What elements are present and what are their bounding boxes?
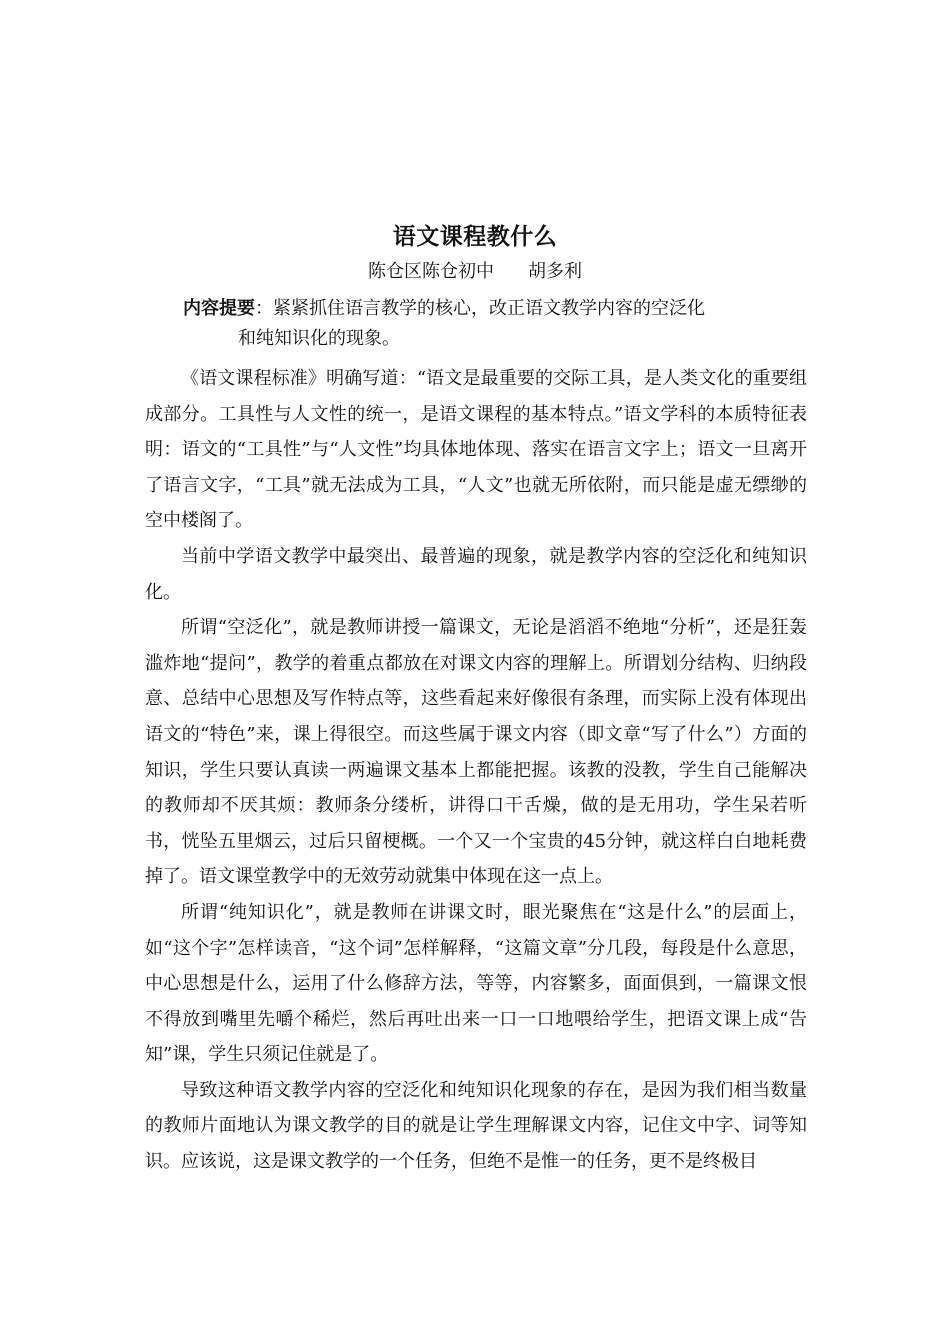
abstract-text-1: ：紧紧抓住语言教学的核心，改正语文教学内容的空泛化 [255,298,705,319]
abstract-label: 内容提要 [183,298,255,319]
paragraph: 导致这种语文教学内容的空泛化和纯知识化现象的存在，是因为我们相当数量的教师片面地认为课文教学的目的就是让学生理解课文内容，记住文中字、词等知识。应该说，这是课文教学的一个任务，但绝不是惟一的任务，更不是终极目 [145,1079,807,1173]
document-body [145,361,807,1180]
abstract-line-1 [183,294,823,324]
author-name: 胡多利 [528,261,582,282]
paragraph: 当前中学语文教学中最突出、最普遍的现象，就是教学内容的空泛化和纯知识化。 [145,545,807,603]
author-line [0,258,950,286]
document-title: 语文课程教什么 [392,223,558,250]
paragraph: 所谓“纯知识化”，就是教师在讲课文时，眼光聚焦在“这是什么”的层面上，如“这个字”怎样读音，“这个词”怎样解释，“这篇文章”分几段，每段是什么意思，中心思想是什么，运用了什么修辞方法，等等，内容繁多，面面俱到，一篇课文恨不得放到嘴里先嚼个稀烂，然后再吐出来一口一口地喂给学生，把语文课上成“告知”课，学生只须记住就是了。 [145,901,807,1066]
abstract [183,294,823,354]
abstract-line-2: 和纯知识化的现象。 [238,328,400,349]
author-school: 陈仓区陈仓初中 [368,261,494,282]
paragraph: 所谓“空泛化”，就是教师讲授一篇课文，无论是滔滔不绝地“分析”，还是狂轰滥炸地“提问”，教学的着重点都放在对课文内容的理解上。所谓划分结构、归纳段意、总结中心思想及写作特点等，这些看起来好像很有条理，而实际上没有体现出语文的“特色”来，课上得很空。而这些属于课文内容（即文章“写了什么”）方面的知识，学生只要认真读一两遍课文基本上都能把握。该教的没教，学生自己能解决的教师却不厌其烦：教师条分缕析，讲得口干舌燥，做的是无用功，学生呆若听书，恍坠五里烟云，过后只留梗概。一个又一个宝贵的45分钟，就这样白白地耗费掉了。语文课堂教学中的无效劳动就集中体现在这一点上。 [145,617,807,888]
paragraph: 《语文课程标准》明确写道：“语文是最重要的交际工具，是人类文化的重要组成部分。工具性与人文性的统一，是语文课程的基本特点。”语文学科的本质特征表明：语文的“工具性”与“人文性”均具体地体现、落实在语言文字上；语文一旦离开了语言文字，“工具”就无法成为工具，“人文”也就无所依附，而只能是虚无缥缈的空中楼阁了。 [145,368,807,532]
